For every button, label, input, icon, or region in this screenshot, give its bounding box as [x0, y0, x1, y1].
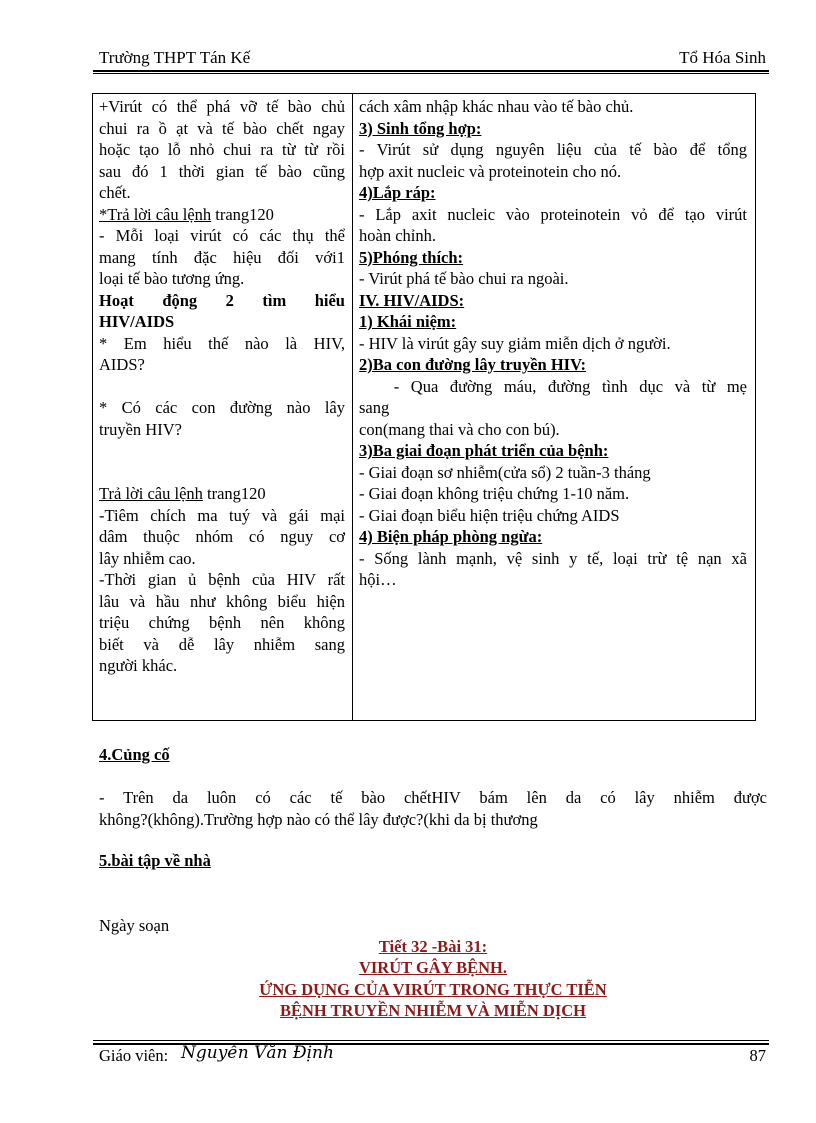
right-line: - Giai đoạn không triệu chứng 1-10 năm.	[359, 484, 630, 503]
left-line: triệu chứng bệnh nên không	[99, 613, 345, 632]
header-school: Trường THPT Tán Kế	[99, 48, 251, 67]
right-line: - Sống lành mạnh, vệ sinh y tế, loại trừ tệ nạn xã	[359, 548, 747, 568]
right-line: - Lắp axit nucleic vào proteinotein vỏ để tạo virút	[359, 204, 747, 224]
lesson-title-line1: Tiết 32 -Bài 31:	[378, 937, 488, 956]
section-4-line: không?(không).Trường hợp nào có thể lây được?(khi da bị thương	[99, 809, 538, 829]
right-line: hợp axit nucleic và proteinotein cho nó.	[359, 161, 622, 181]
right-line: hoàn chỉnh.	[359, 226, 436, 245]
section-heading: 4)Lắp ráp:	[359, 183, 436, 202]
right-line: - Virút phá tế bào chui ra ngoài.	[359, 269, 569, 288]
answer-heading-underlined: *Trả lời câu lệnh	[99, 204, 212, 224]
answer-heading-underlined: Trả lời câu lệnh	[99, 484, 203, 503]
left-line: chui ra ồ ạt và tế bào chết ngay	[99, 118, 345, 138]
left-line: - Mỗi loại virút có các thụ thể	[99, 226, 345, 245]
answer-heading	[99, 483, 345, 505]
right-line: - Virút sử dụng nguyên liệu của tế bào để tổng	[359, 140, 747, 159]
left-line: hoặc tạo lỗ nhỏ chui ra từ từ rồi	[99, 140, 345, 159]
left-line: loại tế bào tương ứng.	[99, 269, 245, 288]
left-line: sau đó 1 thời gian tế bào cũng	[99, 161, 345, 181]
answer-heading-page: trang120	[202, 484, 266, 503]
right-line: cách xâm nhập khác nhau vào tế bào chủ.	[359, 97, 634, 116]
page-number: 87	[749, 1046, 766, 1065]
right-line: sang	[359, 398, 390, 417]
activity-heading: Hoạt động 2 tìm hiểu	[99, 290, 345, 310]
left-line: người khác.	[99, 656, 178, 675]
section-4-line: - Trên da luôn có các tế bào chếtHIV bám lên da có lây nhiễm được	[99, 788, 767, 807]
section-4-text	[99, 787, 767, 830]
left-line: -Thời gian ủ bệnh của HIV rất	[99, 570, 345, 589]
section-heading: 5)Phóng thích:	[359, 247, 464, 267]
section-heading: 2)Ba con đường lây truyền HIV:	[359, 355, 586, 374]
right-line: - Giai đoạn biểu hiện triệu chứng AIDS	[359, 505, 620, 525]
question-line: truyền HIV?	[99, 419, 182, 439]
section-5-heading: 5.bài tập về nhà	[99, 851, 211, 870]
footer-rule-thin	[93, 1040, 769, 1041]
question-line: * Em hiểu thế nào là HIV,	[99, 333, 345, 353]
answer-heading	[99, 204, 345, 226]
lesson-title-line4: BỆNH TRUYỀN NHIỄM VÀ MIỄN DỊCH	[279, 1001, 587, 1020]
lesson-title-line2: VIRÚT GÂY BỆNH.	[358, 958, 508, 977]
header-rule	[93, 70, 769, 72]
header-department: Tổ Hóa Sinh	[679, 48, 766, 67]
teacher-signature: Nguyễn Văn Định	[181, 1043, 334, 1063]
left-line: dâm thuộc nhóm có nguy cơ	[99, 527, 345, 546]
left-line: +Virút có thể phá vỡ tế bào chủ	[99, 97, 345, 116]
section-heading: IV. HIV/AIDS:	[359, 290, 465, 310]
section-heading: 4) Biện pháp phòng ngừa:	[359, 527, 543, 546]
date-label: Ngày soạn	[99, 916, 170, 935]
right-line: - Giai đoạn sơ nhiễm(cửa sổ) 2 tuần-3 tháng	[359, 462, 651, 482]
right-line: con(mang thai và cho con bú).	[359, 419, 560, 439]
left-line: lây nhiễm cao.	[99, 548, 196, 568]
lesson-title-line3: ỨNG DỤNG CỦA VIRÚT TRONG THỰC TIỄN	[259, 980, 607, 999]
left-line: biết và dễ lây nhiễm sang	[99, 634, 345, 654]
activity-heading-2: HIV/AIDS	[99, 312, 175, 331]
right-line: - Qua đường máu, đường tình dục và từ mẹ	[359, 376, 747, 396]
content-column	[359, 96, 747, 591]
left-line: lâu và hầu như không biểu hiện	[99, 591, 345, 611]
right-line: - HIV là virút gây suy giảm miễn dịch ở người.	[359, 333, 671, 353]
right-line: hội…	[359, 570, 397, 589]
answer-heading-page: trang120	[211, 204, 274, 224]
table-column-divider	[352, 93, 353, 721]
section-4-heading: 4.Củng cố	[99, 745, 170, 764]
header-rule-thin	[93, 73, 769, 74]
left-line: -Tiêm chích ma tuý và gái mại	[99, 505, 345, 525]
question-line: AIDS?	[99, 355, 145, 374]
left-line: mang tính đặc hiệu đối với1	[99, 247, 345, 267]
teacher-label: Giáo viên:	[99, 1046, 169, 1065]
section-heading: 1) Khái niệm:	[359, 312, 457, 331]
section-heading: 3) Sinh tổng hợp:	[359, 118, 482, 138]
section-heading: 3)Ba giai đoạn phát triển của bệnh:	[359, 441, 609, 460]
teacher-activity-column	[99, 96, 345, 677]
question-line: * Có các con đường nào lây	[99, 398, 345, 417]
left-line: chết.	[99, 183, 131, 202]
